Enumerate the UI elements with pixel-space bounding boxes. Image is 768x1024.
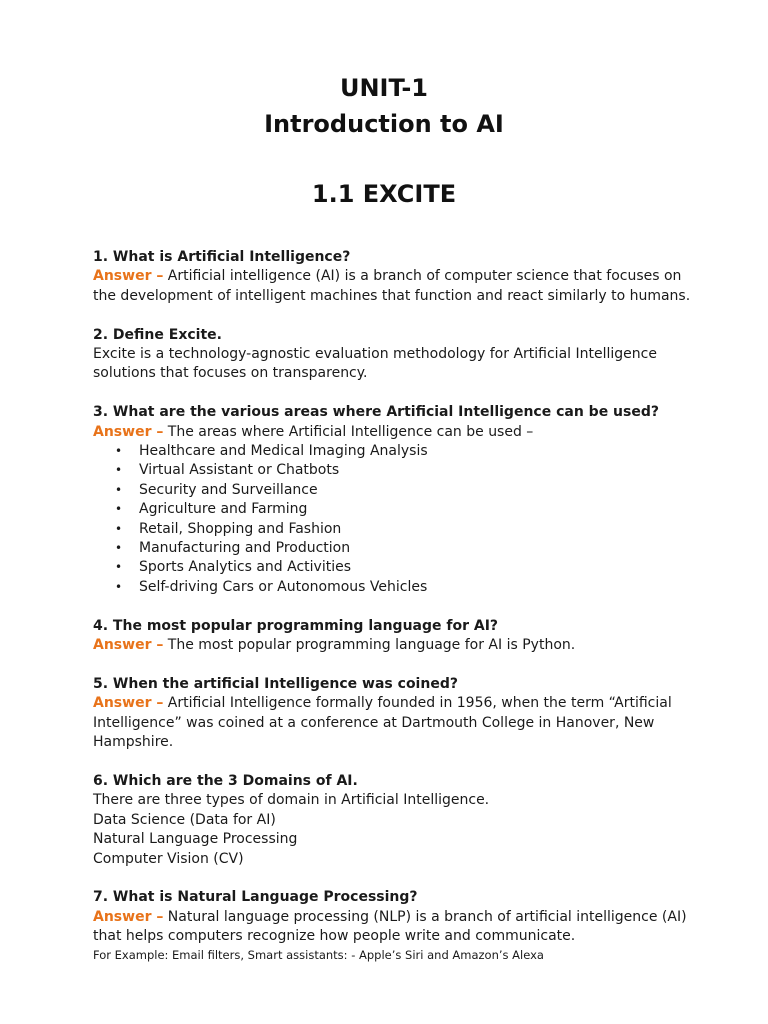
answer-3-text: The areas where Artificial Intelligence can be used –: [163, 423, 534, 440]
qa-content: [93, 248, 693, 983]
list-item: • Healthcare and Medical Imaging Analysis: [139, 442, 693, 461]
list-item: • Security and Surveillance: [139, 481, 693, 500]
question-block-7: [93, 888, 693, 963]
list-item: • Virtual Assistant or Chatbots: [139, 461, 693, 480]
question-block-3: [93, 403, 693, 597]
question-block-6: [93, 772, 693, 869]
list-item: • Sports Analytics and Activities: [139, 558, 693, 577]
answer-2: Excite is a technology-agnostic evaluation methodology for Artificial Intelligence solutions that focuses on transparency.: [93, 346, 657, 382]
ai-areas-list: [93, 442, 693, 597]
domain-item: Natural Language Processing: [93, 831, 298, 848]
section-heading: 1.1 EXCITE: [311, 180, 457, 208]
question-block-2: [93, 326, 693, 384]
answer-5: [93, 694, 693, 752]
answer-7-text: Natural language processing (NLP) is a branch of artificial intelligence (AI) that helps computers recognize how people write and communicate.: [93, 908, 687, 945]
question-7: 7. What is Natural Language Processing?: [93, 889, 418, 906]
question-5: 5. When the artificial Intelligence was coined?: [93, 675, 458, 692]
question-block-1: [93, 248, 693, 306]
example-note: For Example: Email filters, Smart assistants: - Apple’s Siri and Amazon’s Alexa: [93, 947, 544, 962]
question-block-5: [93, 675, 693, 753]
answer-1-text: Artificial intelligence (AI) is a branch of computer science that focuses on the development of intelligent machines that function and react similarly to humans.: [93, 268, 691, 304]
answer-1: [93, 267, 693, 306]
unit-heading: UNIT-1: [339, 74, 428, 102]
answer-7: [93, 908, 693, 947]
answer-label: Answer –: [93, 268, 164, 285]
question-1: 1. What is Artificial Intelligence?: [93, 249, 351, 265]
domain-item: Computer Vision (CV): [93, 850, 244, 867]
question-block-4: [93, 617, 693, 656]
domain-item: Data Science (Data for AI): [93, 811, 276, 828]
list-item: • Retail, Shopping and Fashion: [139, 520, 693, 539]
answer-label: Answer –: [93, 637, 164, 654]
answer-label: Answer –: [93, 695, 164, 712]
answer-label: Answer –: [93, 423, 164, 440]
answer-label: Answer –: [93, 908, 164, 925]
answer-5-text: Artificial Intelligence formally founded in 1956, when the term “Artificial Intelligence” was coined at a conference at Dartmouth College in Hanover, New Hampshire.: [93, 695, 672, 751]
list-item: • Self-driving Cars or Autonomous Vehicles: [139, 578, 693, 597]
answer-4-text: The most popular programming language for AI is Python.: [163, 637, 576, 654]
answer-6-intro: There are three types of domain in Artificial Intelligence.: [93, 792, 490, 809]
page-title: Introduction to AI: [264, 110, 504, 138]
list-item: • Agriculture and Farming: [139, 500, 693, 519]
list-item: • Manufacturing and Production: [139, 539, 693, 558]
question-3: 3. What are the various areas where Artificial Intelligence can be used?: [93, 404, 659, 421]
question-6: 6. Which are the 3 Domains of AI.: [93, 772, 358, 789]
question-2: 2. Define Excite.: [93, 326, 222, 343]
question-4: 4. The most popular programming language for AI?: [93, 617, 499, 634]
answer-4: [93, 636, 693, 655]
answer-3: [93, 423, 693, 442]
